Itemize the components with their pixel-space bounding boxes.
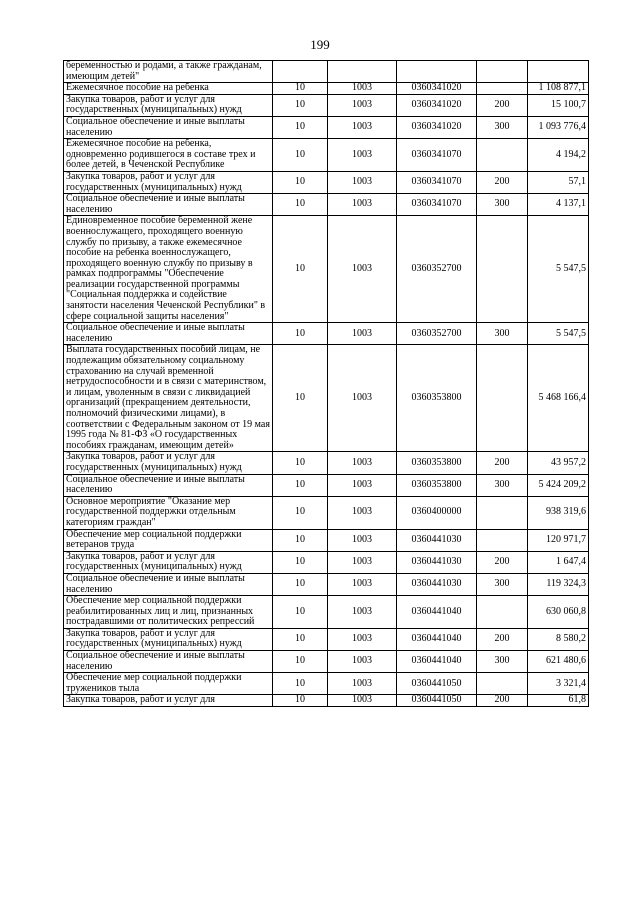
- table-row: [64, 529, 589, 551]
- row-amount: 5 547,5: [528, 323, 589, 345]
- table-row: [64, 116, 589, 138]
- row-expense-type: [477, 596, 528, 629]
- row-amount: 1 093 776,4: [528, 116, 589, 138]
- row-amount: 8 580,2: [528, 628, 589, 650]
- row-name: Основное мероприятие "Оказание мер государственной поддержки отдельным категориям граждан": [64, 496, 273, 529]
- row-name: Обеспечение мер социальной поддержки ветеранов труда: [64, 529, 273, 551]
- row-target-article: 0360353800: [397, 345, 477, 452]
- row-subsection: 1003: [328, 551, 397, 573]
- row-subsection: 1003: [328, 496, 397, 529]
- row-name: Социальное обеспечение и иные выплаты населению: [64, 323, 273, 345]
- row-name: беременностью и родами, а также гражданам, имеющим детей": [64, 61, 273, 83]
- row-subsection: 1003: [328, 83, 397, 95]
- row-expense-type: 300: [477, 194, 528, 216]
- table-row: [64, 596, 589, 629]
- row-section: 10: [273, 171, 328, 193]
- row-subsection: 1003: [328, 345, 397, 452]
- table-row: [64, 695, 589, 707]
- budget-table: [63, 60, 589, 707]
- row-target-article: 0360441030: [397, 573, 477, 595]
- row-subsection: 1003: [328, 116, 397, 138]
- row-name: Ежемесячное пособие на ребенка, одновременно родившегося в составе трех и более детей, в Чеченской Республике: [64, 139, 273, 172]
- table-row: [64, 139, 589, 172]
- row-target-article: 0360441050: [397, 695, 477, 707]
- row-section: 10: [273, 673, 328, 695]
- row-subsection: 1003: [328, 452, 397, 474]
- row-expense-type: 200: [477, 171, 528, 193]
- row-subsection: 1003: [328, 94, 397, 116]
- row-subsection: 1003: [328, 171, 397, 193]
- row-expense-type: [477, 216, 528, 323]
- row-name: Социальное обеспечение и иные выплаты населению: [64, 651, 273, 673]
- row-target-article: 0360441050: [397, 673, 477, 695]
- row-name: Закупка товаров, работ и услуг для государственных (муниципальных) нужд: [64, 551, 273, 573]
- table-row: [64, 61, 589, 83]
- table-row: [64, 345, 589, 452]
- row-amount: 5 424 209,2: [528, 474, 589, 496]
- row-name: Закупка товаров, работ и услуг для государственных (муниципальных) нужд: [64, 628, 273, 650]
- row-subsection: 1003: [328, 573, 397, 595]
- row-amount: 621 480,6: [528, 651, 589, 673]
- row-section: 10: [273, 116, 328, 138]
- row-target-article: 0360341020: [397, 116, 477, 138]
- row-name: Закупка товаров, работ и услуг для: [64, 695, 273, 707]
- row-section: 10: [273, 551, 328, 573]
- row-expense-type: 300: [477, 573, 528, 595]
- row-subsection: 1003: [328, 673, 397, 695]
- row-expense-type: [477, 61, 528, 83]
- table-row: [64, 452, 589, 474]
- row-amount: 630 060,8: [528, 596, 589, 629]
- row-target-article: [397, 61, 477, 83]
- row-name: Закупка товаров, работ и услуг для государственных (муниципальных) нужд: [64, 171, 273, 193]
- row-amount: 43 957,2: [528, 452, 589, 474]
- row-name: Закупка товаров, работ и услуг для государственных (муниципальных) нужд: [64, 452, 273, 474]
- row-target-article: 0360441040: [397, 628, 477, 650]
- row-target-article: 0360441040: [397, 651, 477, 673]
- row-amount: [528, 61, 589, 83]
- row-section: 10: [273, 474, 328, 496]
- row-expense-type: [477, 496, 528, 529]
- row-expense-type: [477, 529, 528, 551]
- row-expense-type: 300: [477, 323, 528, 345]
- row-amount: 5 468 166,4: [528, 345, 589, 452]
- row-target-article: 0360341020: [397, 94, 477, 116]
- table-row: [64, 94, 589, 116]
- row-section: 10: [273, 83, 328, 95]
- row-name: Ежемесячное пособие на ребенка: [64, 83, 273, 95]
- row-expense-type: 300: [477, 474, 528, 496]
- row-amount: 938 319,6: [528, 496, 589, 529]
- row-amount: 1 647,4: [528, 551, 589, 573]
- row-section: [273, 61, 328, 83]
- row-expense-type: 200: [477, 695, 528, 707]
- row-section: 10: [273, 452, 328, 474]
- row-amount: 3 321,4: [528, 673, 589, 695]
- row-subsection: 1003: [328, 596, 397, 629]
- table-row: [64, 83, 589, 95]
- row-amount: 119 324,3: [528, 573, 589, 595]
- row-target-article: 0360352700: [397, 216, 477, 323]
- table-row: [64, 573, 589, 595]
- row-expense-type: 200: [477, 94, 528, 116]
- row-section: 10: [273, 573, 328, 595]
- row-subsection: 1003: [328, 529, 397, 551]
- row-name: Единовременное пособие беременной жене военнослужащего, проходящего военную службу по призыву, а также ежемесячное пособие на ребенка военнослужащего, проходящего военную службу по призыву в рамках подпрограммы "Обеспечение реализации государственной программы "Социальная поддержка и содействие занятости населения Чеченской Республики" в сфере социальной защиты населения": [64, 216, 273, 323]
- row-section: 10: [273, 651, 328, 673]
- row-section: 10: [273, 139, 328, 172]
- row-subsection: [328, 61, 397, 83]
- row-expense-type: [477, 345, 528, 452]
- row-expense-type: [477, 83, 528, 95]
- table-row: [64, 673, 589, 695]
- row-name: Выплата государственных пособий лицам, не подлежащим обязательному социальному страхованию на случай временной нетрудоспособности и в связи с материнством, и лицам, уволенным в связи с ликвидацией организаций (прекращением деятельности, полномочий физическими лицами), в соответствии с Федеральным законом от 19 мая 1995 года № 81-ФЗ «О государственных пособиях гражданам, имеющим детей»: [64, 345, 273, 452]
- row-name: Обеспечение мер социальной поддержки реабилитированных лиц и лиц, признанных пострадавшими от политических репрессий: [64, 596, 273, 629]
- row-subsection: 1003: [328, 194, 397, 216]
- row-name: Обеспечение мер социальной поддержки тружеников тыла: [64, 673, 273, 695]
- row-subsection: 1003: [328, 139, 397, 172]
- budget-table-body: [64, 61, 589, 707]
- row-expense-type: 200: [477, 452, 528, 474]
- row-name: Социальное обеспечение и иные выплаты населению: [64, 474, 273, 496]
- row-subsection: 1003: [328, 695, 397, 707]
- row-expense-type: 300: [477, 651, 528, 673]
- table-row: [64, 194, 589, 216]
- table-row: [64, 474, 589, 496]
- row-subsection: 1003: [328, 474, 397, 496]
- row-amount: 15 100,7: [528, 94, 589, 116]
- row-name: Социальное обеспечение и иные выплаты населению: [64, 573, 273, 595]
- row-name: Социальное обеспечение и иные выплаты населению: [64, 116, 273, 138]
- row-target-article: 0360352700: [397, 323, 477, 345]
- row-section: 10: [273, 496, 328, 529]
- table-row: [64, 171, 589, 193]
- row-amount: 5 547,5: [528, 216, 589, 323]
- row-target-article: 0360341070: [397, 139, 477, 172]
- row-amount: 4 194,2: [528, 139, 589, 172]
- table-row: [64, 551, 589, 573]
- row-section: 10: [273, 216, 328, 323]
- row-expense-type: 200: [477, 551, 528, 573]
- row-subsection: 1003: [328, 628, 397, 650]
- row-section: 10: [273, 628, 328, 650]
- row-section: 10: [273, 194, 328, 216]
- row-subsection: 1003: [328, 216, 397, 323]
- page-number: 199: [310, 37, 330, 52]
- row-section: 10: [273, 345, 328, 452]
- row-target-article: 0360341020: [397, 83, 477, 95]
- row-amount: 120 971,7: [528, 529, 589, 551]
- row-subsection: 1003: [328, 323, 397, 345]
- row-name: Закупка товаров, работ и услуг для государственных (муниципальных) нужд: [64, 94, 273, 116]
- table-row: [64, 496, 589, 529]
- table-row: [64, 628, 589, 650]
- row-target-article: 0360400000: [397, 496, 477, 529]
- row-target-article: 0360341070: [397, 171, 477, 193]
- row-expense-type: [477, 673, 528, 695]
- row-target-article: 0360441040: [397, 596, 477, 629]
- row-amount: 1 108 877,1: [528, 83, 589, 95]
- row-section: 10: [273, 529, 328, 551]
- row-subsection: 1003: [328, 651, 397, 673]
- row-expense-type: [477, 139, 528, 172]
- row-target-article: 0360441030: [397, 551, 477, 573]
- row-name: Социальное обеспечение и иные выплаты населению: [64, 194, 273, 216]
- row-amount: 4 137,1: [528, 194, 589, 216]
- table-row: [64, 323, 589, 345]
- table-row: [64, 651, 589, 673]
- row-expense-type: 300: [477, 116, 528, 138]
- row-section: 10: [273, 695, 328, 707]
- row-amount: 61,8: [528, 695, 589, 707]
- row-section: 10: [273, 596, 328, 629]
- row-target-article: 0360341070: [397, 194, 477, 216]
- row-expense-type: 200: [477, 628, 528, 650]
- row-target-article: 0360353800: [397, 474, 477, 496]
- row-section: 10: [273, 323, 328, 345]
- row-target-article: 0360353800: [397, 452, 477, 474]
- row-amount: 57,1: [528, 171, 589, 193]
- row-section: 10: [273, 94, 328, 116]
- table-row: [64, 216, 589, 323]
- row-target-article: 0360441030: [397, 529, 477, 551]
